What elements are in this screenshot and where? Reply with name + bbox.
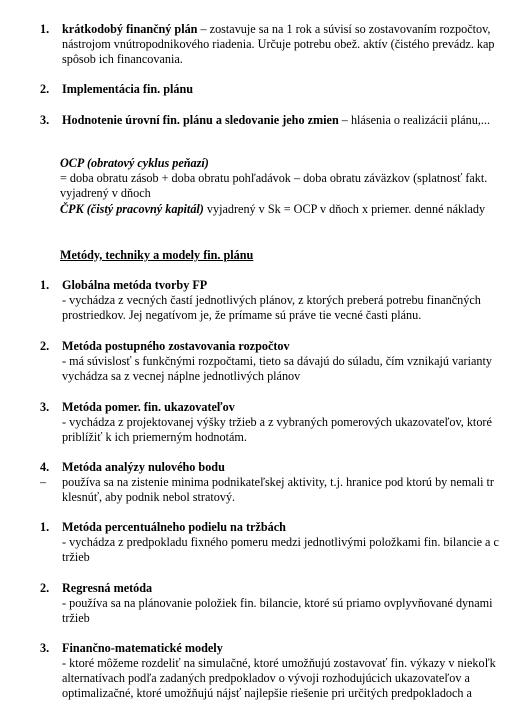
- section-heading: Metódy, techniky a modely fin. plánu: [60, 248, 254, 262]
- method-title: Metóda postupného zostavovania rozpočtov: [62, 339, 290, 353]
- method-title: Metóda pomer. fin. ukazovateľov: [62, 400, 235, 414]
- term-short-term-plan: krátkodobý finančný plán: [62, 22, 198, 36]
- list-number: 3.: [40, 641, 50, 655]
- list-number: 1.: [40, 520, 50, 534]
- evaluation-heading: Hodnotenie úrovní fin. plánu a sledovanie jeho zmien: [62, 113, 339, 127]
- method-line: tržieb: [62, 611, 90, 625]
- method-line: - ktoré môžeme rozdeliť na simulačné, ktoré umožňujú zostavovať fin. výkazy v niekoľk: [62, 656, 496, 670]
- paragraph-line: [62, 22, 490, 37]
- paragraph-line: nástrojom vnútropodnikového riadenia. Určuje potrebu obež. aktív (čistého prevádz. kap: [62, 37, 495, 51]
- cpk-formula: vyjadrený v Sk = OCP v dňoch x priemer. denné náklady: [203, 202, 486, 216]
- method-line: klesnúť, aby podnik nebol stratový.: [62, 490, 236, 504]
- method-line: - vychádza z vecných častí jednotlivých plánov, z ktorých preberá potrebu finančných: [62, 293, 481, 307]
- list-number: 3.: [40, 400, 50, 414]
- method-line: - používa sa na plánovanie položiek fin. bilancie, ktoré sú priamo ovplyvňované dynami: [62, 596, 493, 610]
- ocp-title: OCP (obratový cyklus peňazí): [60, 156, 209, 170]
- term-description: – zostavuje sa na 1 rok a súvisí so zostavovaním rozpočtov,: [197, 22, 491, 36]
- list-number: 2.: [40, 339, 50, 353]
- method-title: Globálna metóda tvorby FP: [62, 278, 208, 292]
- list-number: 1.: [40, 278, 50, 292]
- method-line: - vychádza z projektovanej výšky tržieb a z vybraných pomerových ukazovateľov, ktoré: [62, 415, 492, 429]
- list-number: 4.: [40, 460, 50, 474]
- evaluation-description: – hlásenia o realizácii plánu,...: [338, 113, 491, 127]
- method-title: Metóda percentuálneho podielu na tržbách: [62, 520, 286, 534]
- method-title: Finančno-matematické modely: [62, 641, 223, 655]
- method-line: vychádza sa z vecnej náplne jednotlivých plánov: [62, 369, 301, 383]
- method-title: Metóda analýzy nulového bodu: [62, 460, 225, 474]
- ocp-formula-cont: vyjadrený v dňoch: [60, 186, 151, 200]
- method-line: tržieb: [62, 550, 90, 564]
- method-line: používa sa na zistenie minima podnikateľskej aktivity, t.j. hranice pod ktorú by nemali tr: [62, 475, 494, 489]
- method-line: priblížiť k ich priemerným hodnotám.: [62, 430, 247, 444]
- implementation-heading: Implementácia fin. plánu: [62, 82, 194, 96]
- list-number: 3.: [40, 113, 50, 127]
- method-title: Regresná metóda: [62, 581, 153, 595]
- method-line: alternatívach podľa zadaných predpokladov o vývoji rozhodujúcich ukazovateľov a: [62, 671, 470, 685]
- paragraph-line: [62, 113, 490, 128]
- cpk-label: ČPK (čistý pracovný kapitál): [60, 202, 204, 216]
- cpk-line: [60, 202, 485, 217]
- list-number: 2.: [40, 581, 50, 595]
- list-number: 2.: [40, 82, 50, 96]
- method-line: - vychádza z predpokladu fixného pomeru medzi jednotlivými položkami fin. bilancie a c: [62, 535, 499, 549]
- method-line: - má súvislosť s funkčnými rozpočtami, tieto sa dávajú do súladu, čím vznikajú varianty: [62, 354, 492, 368]
- method-line: optimalizačné, ktoré umožňujú nájsť najlepšie riešenie pri určitých predpokladoch a: [62, 686, 472, 700]
- paragraph-line: spôsob ich financovania.: [62, 52, 183, 66]
- ocp-formula: = doba obratu zásob + doba obratu pohľadávok – doba obratu záväzkov (splatnosť fakt.: [60, 171, 488, 185]
- bullet-dash: –: [40, 475, 47, 489]
- method-line: prostriedkov. Jej negatívom je, že prímame sú práve tie vecné časti plánu.: [62, 308, 422, 322]
- list-number: 1.: [40, 22, 50, 36]
